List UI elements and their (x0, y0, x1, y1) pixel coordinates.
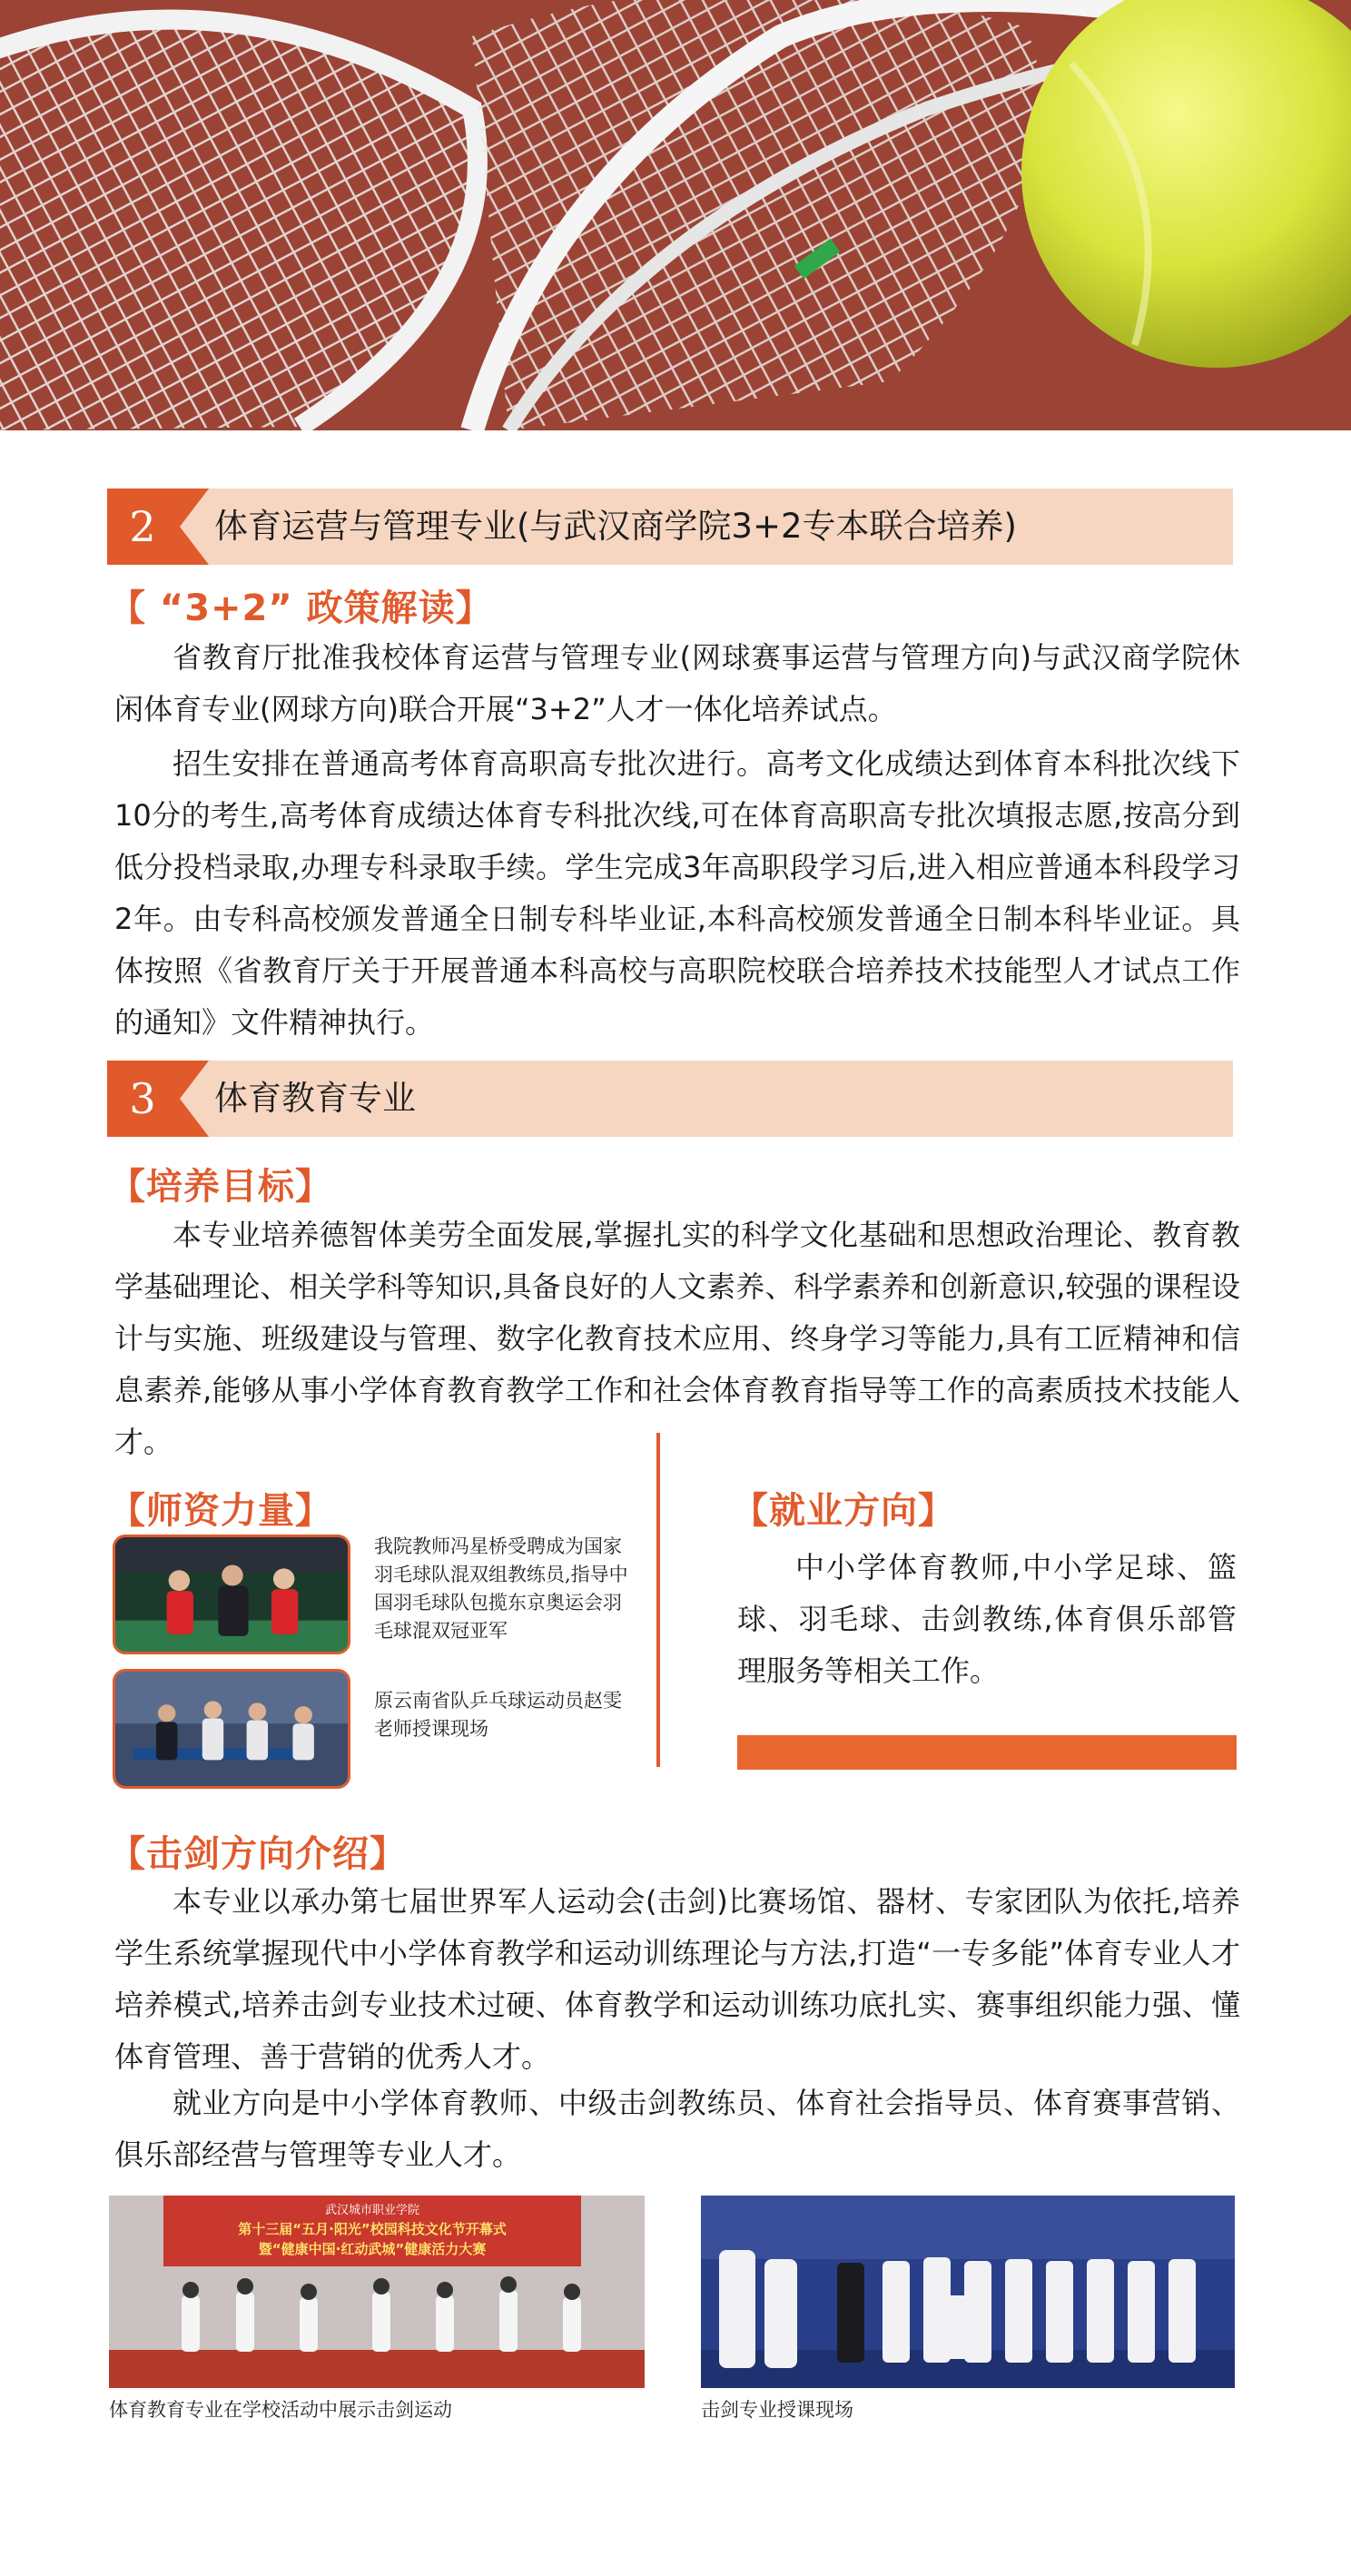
goal-paragraph: 本专业培养德智体美劳全面发展,掌握扎实的科学文化基础和思想政治理论、教育教学基础理论、相关学科等知识,具备良好的人文素养、科学素养和创新意识,较强的课程设计与实施、班级建设与管理、数字化教育技术应用、终身学习等能力,具有工匠精神和信息素养,能够从事小学体育教育教学工作和社会体育教育指导等工作的高素质技术技能人才。 (114, 1218, 1240, 1459)
section-3-header (107, 1061, 1233, 1137)
fencing-heading: 【击剑方向介绍】 (109, 1833, 407, 1875)
table-tennis-class-photo (113, 1669, 350, 1789)
policy-paragraph-2: 招生安排在普通高考体育高职高专批次进行。高考文化成绩达到体育本科批次线下10分的考生,高考体育成绩达体育专科批次线,可在体育高职高专批次填报志愿,按高分到低分投档录取,办理专科录取手续。学生完成3年高职段学习后,进入相应普通本科段学习2年。由专科高校颁发普通全日制专科毕业证,本科高校颁发普通全日制本科毕业证。具体按照《省教育厅关于开展普通本科高校与高职院校联合培养技术技能型人才试点工作的通知》文件精神执行。 (114, 746, 1240, 1040)
policy-heading: 【 “3+2” 政策解读】 (109, 587, 493, 629)
badminton-coach-photo (113, 1535, 350, 1654)
goal-heading: 【培养目标】 (109, 1166, 332, 1208)
section-title: 体育教育专业 (214, 1079, 416, 1118)
fencing-class-photo (701, 2196, 1235, 2388)
career-heading: 【就业方向】 (732, 1490, 955, 1532)
faculty-caption-1: 我院教师冯星桥受聘成为国家羽毛球队混双组教练员,指导中国羽毛球队包揽东京奥运会羽毛球混双冠亚军 (374, 1535, 628, 1642)
section-number-badge (107, 1061, 209, 1137)
banner-line-3: 暨“健康中国·红动武城”健康活力大赛 (258, 2241, 487, 2257)
section-number: 3 (129, 1074, 156, 1123)
column-divider (656, 1433, 660, 1767)
banner-line-2: 第十三届“五月·阳光”校园科技文化节开幕式 (238, 2221, 507, 2237)
faculty-heading: 【师资力量】 (109, 1490, 332, 1532)
fencing-photo-caption-2: 击剑专业授课现场 (701, 2399, 853, 2421)
banner-line-1: 武汉城市职业学院 (324, 2204, 420, 2217)
policy-paragraph-1: 省教育厅批准我校体育运营与管理专业(网球赛事运营与管理方向)与武汉商学院休闲体育专业(网球方向)联合开展“3+2”人才一体化培养试点。 (114, 640, 1240, 726)
career-paragraph: 中小学体育教师,中小学足球、篮球、羽毛球、击剑教练,体育俱乐部管理服务等相关工作。 (737, 1550, 1237, 1688)
faculty-caption-2: 原云南省队乒乓球运动员赵雯老师授课现场 (374, 1690, 622, 1740)
section-number: 2 (129, 502, 156, 551)
section-2-header (107, 489, 1233, 565)
fencing-paragraph-2: 就业方向是中小学体育教师、中级击剑教练员、体育社会指导员、体育赛事营销、俱乐部经营与管理等专业人才。 (114, 2086, 1240, 2172)
orange-rule (737, 1735, 1237, 1770)
section-title: 体育运营与管理专业(与武汉商学院3+2专本联合培养) (214, 507, 1017, 546)
hero-tennis-image (0, 0, 1351, 430)
section-number-badge (107, 489, 209, 565)
fencing-show-photo (109, 2196, 645, 2388)
fencing-paragraph-1: 本专业以承办第七届世界军人运动会(击剑)比赛场馆、器材、专家团队为依托,培养学生系统掌握现代中小学体育教学和运动训练理论与方法,打造“一专多能”体育专业人才培养模式,培养击剑专业技术过硬、体育教学和运动训练功底扎实、赛事组织能力强、懂体育管理、善于营销的优秀人才。 (114, 1884, 1240, 2074)
fencing-photo-caption-1: 体育教育专业在学校活动中展示击剑运动 (109, 2399, 452, 2421)
